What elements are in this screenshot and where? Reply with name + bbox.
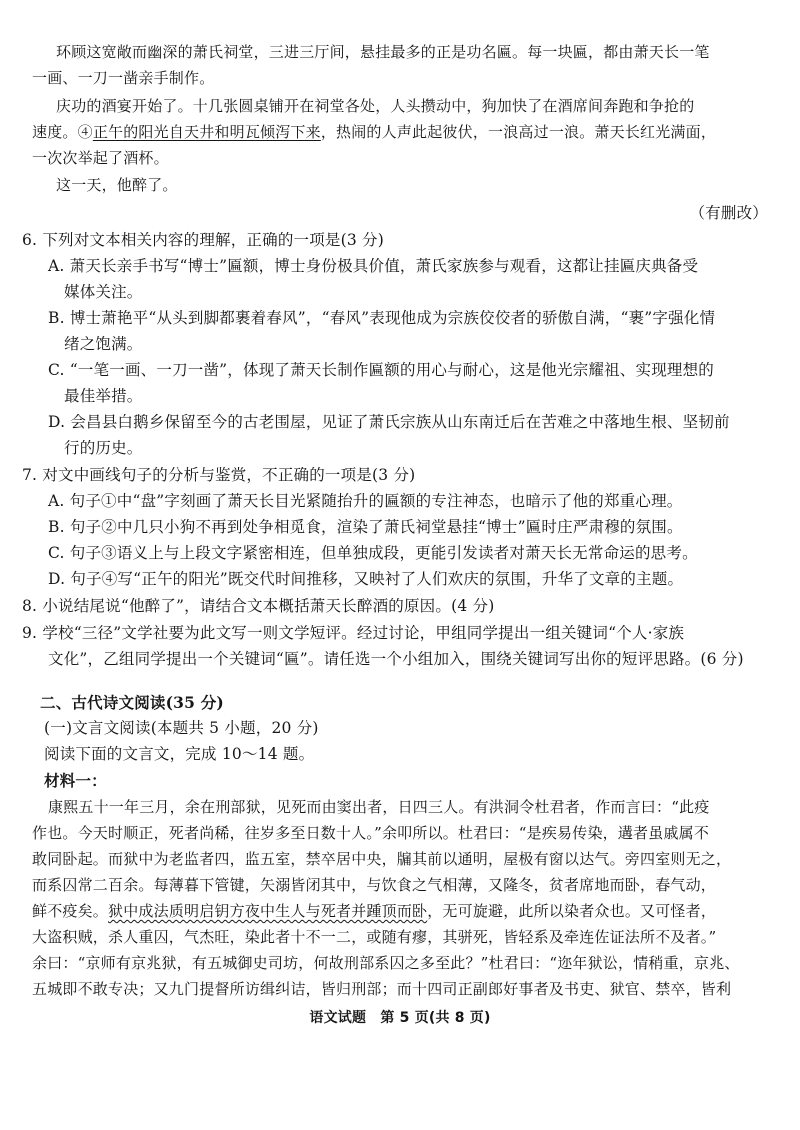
question-9-cont: 文化”，乙组同学提出一个关键词“匾”。请任选一个小组加入，围绕关键词写出你的短评思路。(6 分) xyxy=(48,650,744,668)
q6-option-a: A. 萧天长亲手书写“博士”匾额，博士身份极具价值，萧氏家族参与观看，这都让挂匾庆典备受 xyxy=(48,257,699,275)
page-footer: 语文试题 第 5 页(共 8 页) xyxy=(309,1010,491,1026)
classical-text-line: 五城即不敢专决；又九门提督所访缉纠诘，皆归刑部；而十四司正副郎好事者及书吏、狱官、禁卒，皆利 xyxy=(32,980,732,998)
q6-option-c: C. “一笔一画、一刀一凿”，体现了萧天长制作匾额的用心与耐心，这是他光宗耀祖、实现理想的 xyxy=(48,361,715,379)
classical-text-line: 大盗积贼，杀人重囚，气杰旺，染此者十不一二，或随有瘳，其骈死，皆轻系及牵连佐证法所不及者。” xyxy=(32,928,717,946)
classical-text: ，无可旋避，此所以染者众也。又可怪者， xyxy=(427,902,717,920)
passage-line: 一画、一刀一凿亲手制作。 xyxy=(32,69,215,87)
q7-option-a: A. 句子①中“盘”字刻画了萧天长目光紧随抬升的匾额的专注神态，也暗示了他的郑重心理。 xyxy=(48,492,683,510)
passage-text: 速度。④ xyxy=(32,123,93,141)
q6-option-b: B. 博士萧艳平“从头到脚都裹着春风”，“春风”表现他成为宗族佼佼者的骄傲自满，“裹”字强化情 xyxy=(48,309,716,327)
material-label: 材料一： xyxy=(44,771,107,790)
underlined-sentence-4: 正午的阳光自天井和明瓦倾泻下来 xyxy=(92,123,321,141)
q7-option-c: C. 句子③语义上与上段文字紧密相连，但单独成段，更能引发读者对萧天长无常命运的思考。 xyxy=(48,544,698,562)
question-7-stem: 7. 对文中画线句子的分析与鉴赏，不正确的一项是(3 分) xyxy=(22,466,416,484)
classical-text-line: 康熙五十一年三月，余在刑部狱，见死而由窦出者，日四三人。有洪洞令杜君者，作而言曰：“此疫 xyxy=(48,798,710,816)
question-6-stem: 6. 下列对文本相关内容的理解，正确的一项是(3 分) xyxy=(22,231,384,249)
classical-text-line-wavy xyxy=(32,899,770,924)
reading-instruction: 阅读下面的文言文，完成 10～14 题。 xyxy=(44,745,315,763)
q6-option-a-cont: 媒体关注。 xyxy=(64,283,143,301)
classical-text-line: 而系囚常二百余。每薄暮下管键，矢溺皆闭其中，与饮食之气相薄，又隆冬，贫者席地而卧，春气动， xyxy=(32,876,717,894)
q6-option-d: D. 会昌县白鹅乡保留至今的古老围屋，见证了萧氏宗族从山东南迁后在苦难之中落地生根、坚韧前 xyxy=(48,413,730,431)
q6-option-c-cont: 最佳举措。 xyxy=(64,387,143,405)
question-8: 8. 小说结尾说“他醉了”，请结合文本概括萧天长醉酒的原因。(4 分) xyxy=(22,597,495,615)
wavy-underlined-sentence: 狱中成法质明启钥方夜中生人与死者并踵顶而卧 xyxy=(108,902,428,920)
passage-line: 一次次举起了酒杯。 xyxy=(32,149,169,167)
classical-text-line: 余曰：“京师有京兆狱，有五城御史司坊，何故刑部系囚之多至此？”杜君曰：“迩年狱讼，情稍重，京兆、 xyxy=(32,954,740,972)
question-9: 9. 学校“三径”文学社要为此文写一则文学短评。经过讨论，甲组同学提出一组关键词“个人·家族 xyxy=(22,624,685,642)
edit-note: （有删改） xyxy=(689,204,768,222)
passage-line-underlined xyxy=(32,120,770,145)
q7-option-b: B. 句子②中几只小狗不再到处争相觅食，渲染了萧氏祠堂悬挂“博士”匾时庄严肃穆的氛围。 xyxy=(48,518,683,536)
classical-text-line: 作也。今天时顺正，死者尚稀，往岁多至日数十人。”余叩所以。杜君曰：“是疾易传染，遘者虽戚属不 xyxy=(32,824,710,842)
subsection-heading: (一)文言文阅读(本题共 5 小题，20 分) xyxy=(44,719,319,737)
q7-option-d: D. 句子④写“正午的阳光”既交代时间推移，又映衬了人们欢庆的氛围，升华了文章的主题。 xyxy=(48,570,684,588)
q6-option-d-cont: 行的历史。 xyxy=(64,439,143,457)
passage-text: ，热闹的人声此起彼伏，一浪高过一浪。萧天长红光满面， xyxy=(320,123,717,141)
passage-line: 这一天，他醉了。 xyxy=(56,176,178,194)
classical-text: 鲜不疫矣。 xyxy=(32,902,109,920)
q6-option-b-cont: 绪之饱满。 xyxy=(64,335,143,353)
passage-line: 庆功的酒宴开始了。十几张圆桌铺开在祠堂各处，人头攒动中，狗加快了在酒席间奔跑和争抢的 xyxy=(56,97,695,115)
section-heading: 二、古代诗文阅读(35 分) xyxy=(40,693,224,712)
classical-text-line: 敢同卧起。而狱中为老监者四，监五室，禁卒居中央，牖其前以通明，屋极有窗以达气。旁四室则无之， xyxy=(32,850,732,868)
passage-line: 环顾这宽敞而幽深的萧氏祠堂，三进三厅间，悬挂最多的正是功名匾。每一块匾，都由萧天长一笔 xyxy=(56,43,710,61)
